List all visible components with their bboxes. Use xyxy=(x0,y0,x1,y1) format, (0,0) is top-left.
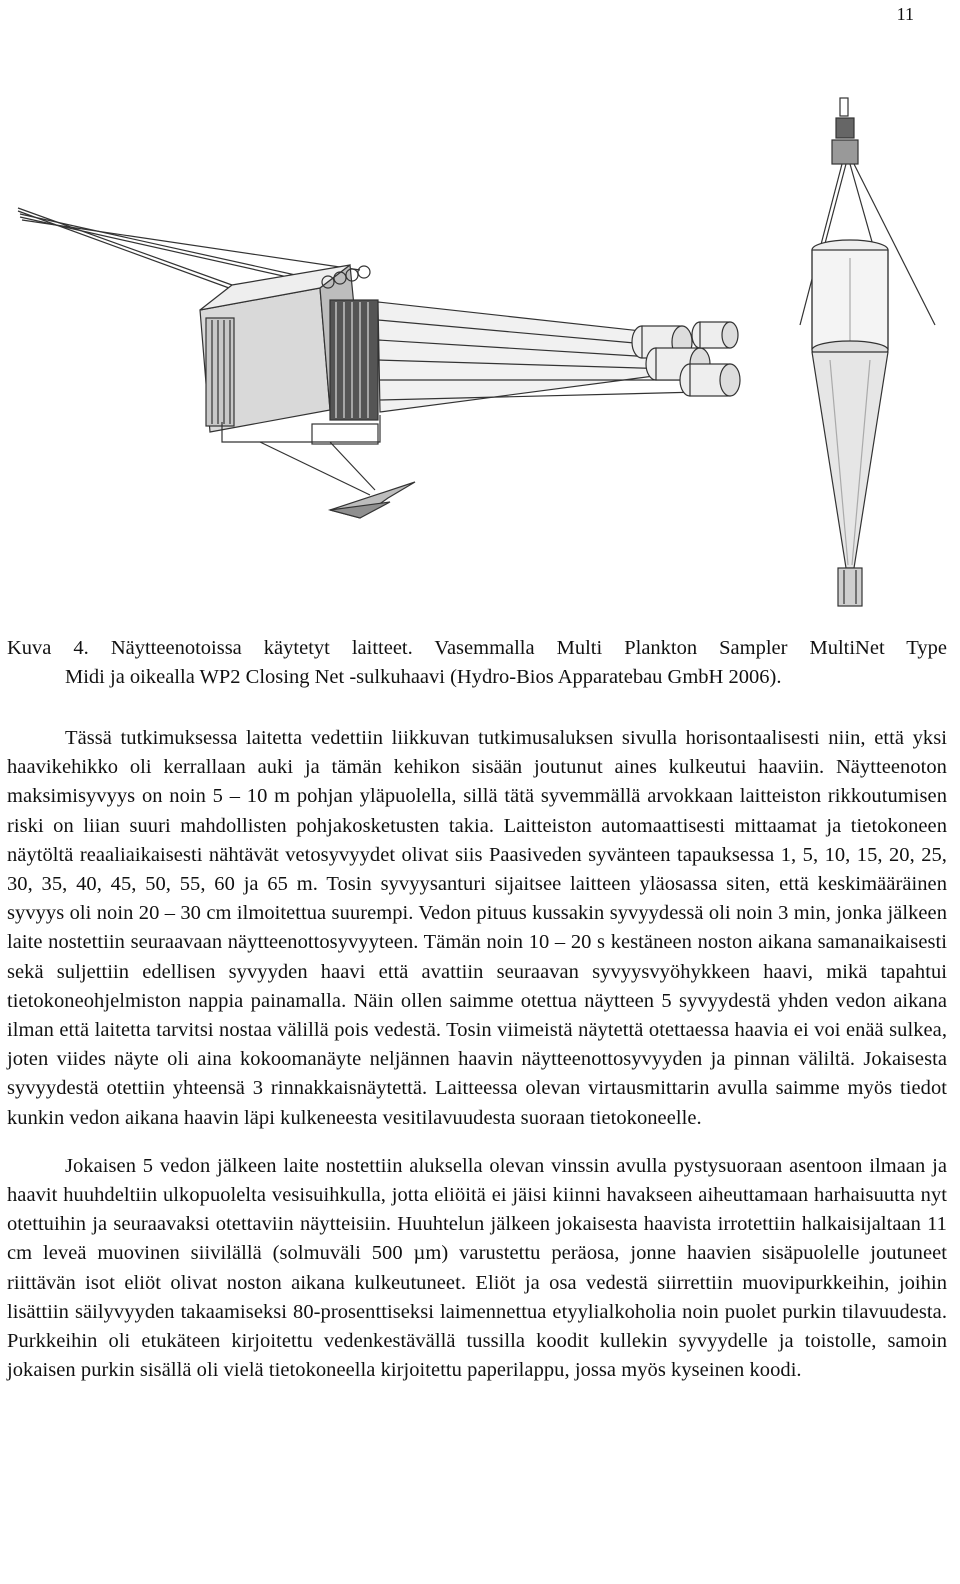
figure-caption xyxy=(7,634,947,692)
paragraph-1: Tässä tutkimuksessa laitetta vedettiin liikkuvan tutkimusaluksen sivulla horisontaalisesti niin, että yksi haavikehikko oli kerrallaan auki ja tämän kehikon sisään joutunut aines kulkeutui haaviin. Näytteenoton maksimisyvyys on noin 5 – 10 m pohjan yläpuolella, sillä tätä syvemmällä arvokkaan laitteiston rikkoutumisen riski on liian suuri mahdollisten pohjakosketusten takia. Laitteiston automaattisesti mittaamat ja tietokoneen näytöltä reaaliaikaisesti nähtävät vetosyvyydet olivat siis Paasiveden syvänteen tapauksessa 1, 5, 10, 15, 20, 25, 30, 35, 40, 45, 50, 55, 60 ja 65 m. Tosin syvyysanturi sijaitsee laitteen yläosassa siten, että keskimääräinen syvyys oli noin 20 – 30 cm ilmoitettua suurempi. Vedon pituus kussakin syvyydessä oli noin 3 min, jonka jälkeen laite nostettiin seuraavaan näytteenottosyvyyteen. Tämän noin 10 – 20 s kestäneen noston aikana samanaikaisesti sekä suljettiin edellisen syvyyden haavi että avattiin seuraavan syvyysvyöhykkeen haavi, mikä tapahtui tietokoneohjelmiston nappia painamalla. Näin ollen saimme otettua näytteen 5 syvyydestä yhden vedon aikana ilman että laitetta tarvitsi nostaa välillä pois vedestä. Tosin viimeistä näytettä otettaessa haavia ei voi enää sulkea, joten viides näyte oli aina kokoomanäyte neljännen haavin näytteenottosyvyyden ja pinnan väliltä. Jokaisesta syvyydestä otettiin yhteensä 3 rinnakkaisnäytettä. Laitteessa olevan virtausmittarin avulla saimme myös tiedot kunkin vedon aikana haavin läpi kulkeneesta vesitilavuudesta suoraan tietokoneelle. xyxy=(7,727,947,1129)
caption-line-2: Midi ja oikealla WP2 Closing Net -sulkuhaavi (Hydro-Bios Apparatebau GmbH 2006). xyxy=(65,666,782,688)
paragraph-2: Jokaisen 5 vedon jälkeen laite nostettiin aluksella olevan vinssin avulla pystysuoraan asentoon ilmaan ja haavit huuhdeltiin ulkopuolelta vesisuihkulla, jotta eliöitä ei jäisi kiinni havakseen aiheuttamaan harhaisuutta nyt otettuihin ja seuraavaksi otettaviin näytteisiin. Huuhtelun jälkeen jokaisesta haavista irrotettiin halkaisijaltaan 11 cm leveä muovinen siivilällä (solmuväli 500 µm) varustettu peräosa, jonne haavien sisäpuolelle joutuneet riittävän isot eliöt olivat noston aikana kulkeutuneet. Eliöt ja osa vedestä siirrettiin muovipurkkeihin, joihin lisättiin säilyvyyden takaamiseksi 80-prosenttiseksi laimennettua etyylialkoholia noin puolet purkin tilavuudesta. Purkkeihin oli etukäteen kirjoitettu vedenkestävällä tussilla koodit kullekin syvyydelle ja toistolle, samoin jokaisen purkin sisällä oli vielä tietokoneella kirjoitettu paperilappu, jossa myös kyseinen koodi. xyxy=(7,1154,947,1382)
equipment-figure xyxy=(0,70,960,630)
wp2-closing-net-drawing xyxy=(800,98,935,606)
multinet-sampler-drawing xyxy=(18,208,740,518)
body-text xyxy=(7,724,947,1385)
caption-line-1: Kuva 4. Näytteenotoissa käytetyt laitteet. Vasemmalla Multi Plankton Sampler MultiNet Type xyxy=(7,637,947,659)
sampler-illustrations xyxy=(0,70,960,630)
page-number: 11 xyxy=(896,4,914,24)
